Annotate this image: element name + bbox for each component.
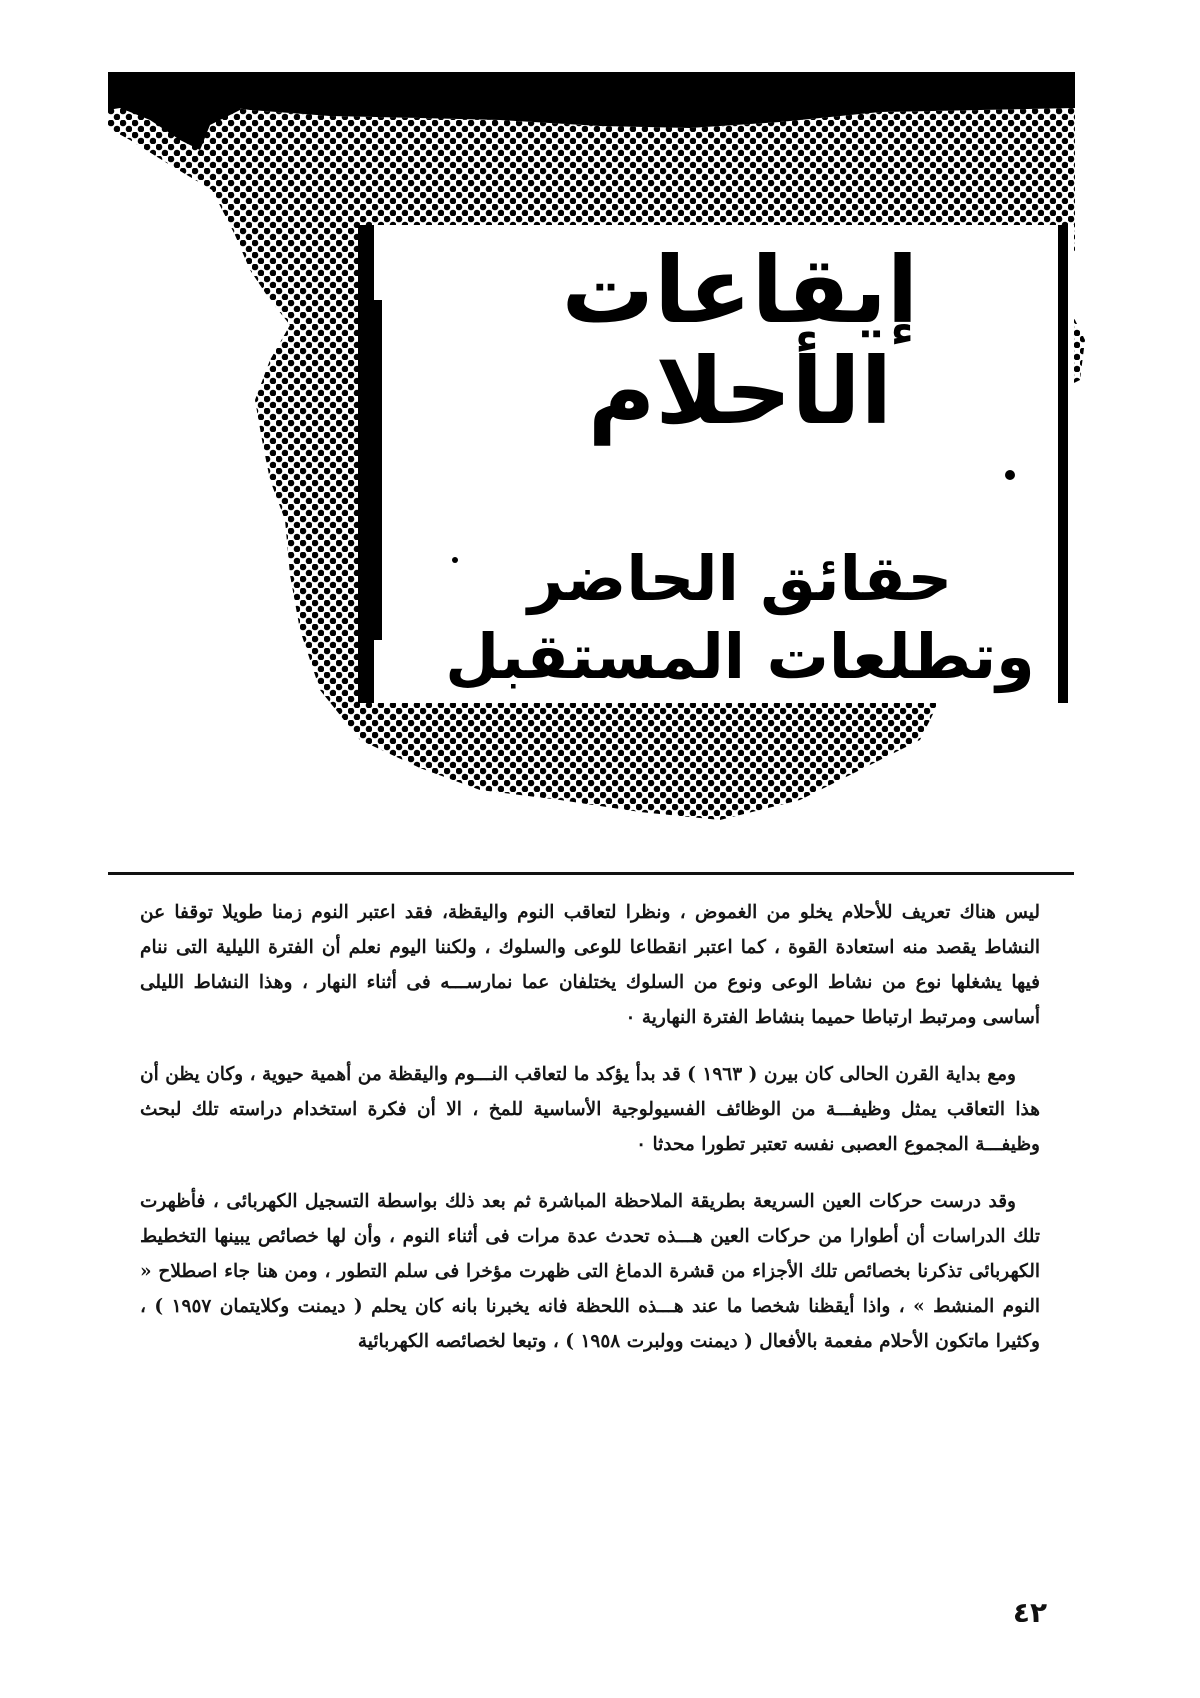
paragraph-3: وقد درست حركات العين السريعة بطريقة الملاحظة المباشرة ثم بعد ذلك بواسطة التسجيل الكهربائى ، فأظهرت تلك الدراسات أن أطوارا من حركات العين هـــذه تحدث عدة مرات فى أثناء النوم ، وأن لها خصائص يبينها التخطيط الكهربائى تذكرنا بخصائص تلك الأجزاء من قشرة الدماغ التى ظهرت مؤخرا فى سلم التطور ، ومن هنا جاء اصطلاح « النوم المنشط » ، واذا أيقظنا شخصا ما عند هـــذه اللحظة فانه يخبرنا بانه كان يحلم ( ديمنت وكلايتمان ١٩٥٧ ) ، وكثيرا ماتكون الأحلام مفعمة بالأفعال ( ديمنت وولبرت ١٩٥٨ ) ، وتبعا لخصائصه الكهربائية	[140, 1191, 1041, 1352]
page-number: ٤٢	[1012, 1596, 1048, 1629]
paragraph-2: ومع بداية القرن الحالى كان بيرن ( ١٩٦٣ ) قد بدأ يؤكد ما لتعاقب النـــوم واليقظة من أهمية حيوية ، وكان يظن أن هذا التعاقب يمثل وظيفـــة من الوظائف الفسيولوجية الأساسية للمخ ، الا أن فكرة استخدام دراسته تلك لبحث وظيفـــة المجموع العصبى نفسه تعتبر تطورا محدثا ٠	[140, 1064, 1040, 1155]
page-title: إيقاعات الأحلام	[561, 237, 919, 446]
subtitle-line-1: حقائق الحاضر	[527, 542, 953, 616]
subtitle-line-2: وتطلعات المستقبل	[445, 619, 1035, 693]
article-body	[140, 895, 1040, 1381]
title-block	[400, 237, 1080, 695]
paragraph-1: ليس هناك تعريف للأحلام يخلو من الغموض ، ونظرا لتعاقب النوم واليقظة، فقد اعتبر النوم زمنا طويلا توقفا عن النشاط يقصد منه استعادة القوة ، كما اعتبر انقطاعا للوعى والسلوك ، ولكننا اليوم نعلم أن الفترة الليلية التى ننام فيها يشغلها نوع من نشاط الوعى ونوع من السلوك يختلفان عما نمارســـه فى أثناء النهار ، وهذا النشاط الليلى أساسى ومرتبط ارتباطا حميما بنشاط الفترة النهارية ٠	[140, 902, 1040, 1028]
frame-bar-left	[358, 225, 374, 703]
frame-bar-left-inner	[374, 300, 382, 640]
horizontal-rule	[108, 872, 1074, 875]
